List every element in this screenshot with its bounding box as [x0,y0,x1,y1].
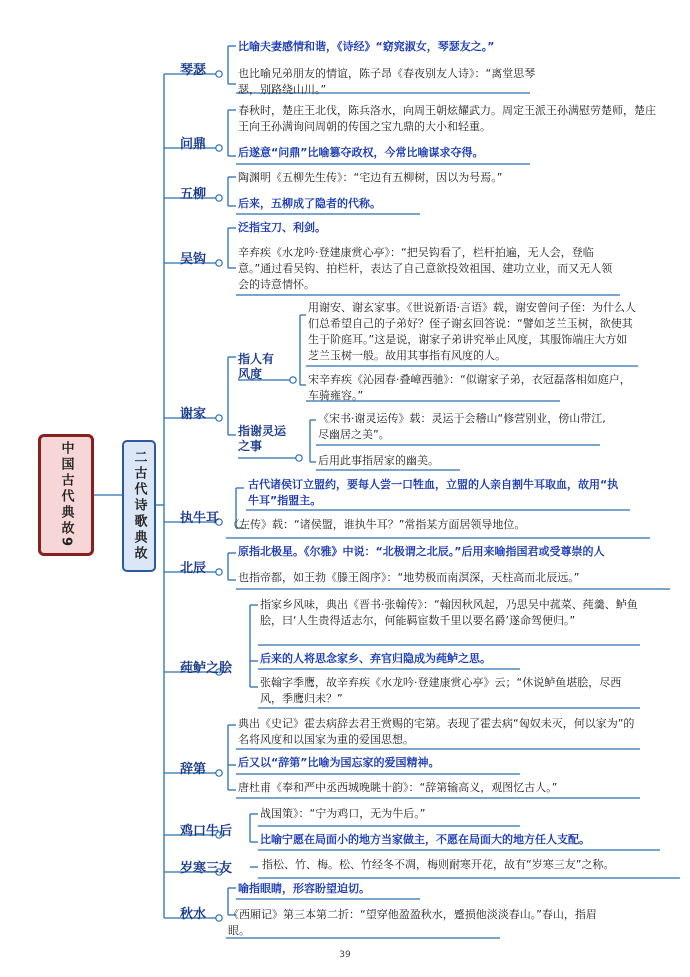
note-chunlu-2: 后来的人将思念家乡、弃官归隐成为莼鲈之思。 [260,652,491,665]
topic-cidi: 辞第 [180,762,207,777]
root-label: 中国古代典故9 [58,440,74,550]
topic-beichen: 北辰 [180,561,207,576]
note-cidi-3: 唐杜甫《奉和严中丞西城晚眺十韵》：“辞第输高义，观图忆古人。” [238,781,558,794]
topic-chunlu: 莼鲈之脍 [180,661,233,676]
note-chunlu-1: 指家乡风味，典出《晋书·张翰传》：“翰因秋风起，乃思吴中菰菜、莼羹、鲈鱼脍，曰‘人生贵得适志尔，何能羁宦数千里以要名爵’遂命驾便归。” [260,598,638,627]
note-wugou-1: 泛指宝刀、利剑。 [238,221,326,234]
note-zhiniuer-1: 古代诸侯订立盟约，要每人尝一口牲血，立盟的人亲自割牛耳取血，故用“执牛耳”指盟主。 [248,478,619,507]
note-suihan-1: 指松、竹、梅。松、竹经冬不凋，梅则耐寒开花，故有“岁寒三友”之称。 [262,858,615,871]
sub-xiejia-lingyun: 指谢灵运之事 [238,424,287,453]
note-wending-2: 后遂意“问鼎”比喻篡夺政权，今常比喻谋求夺得。 [238,146,484,159]
topic-dot-8 [216,770,222,776]
topic-xiejia: 谢家 [180,407,207,422]
note-jikou-1: 战国策》：“宁为鸡口，无为牛后。” [260,807,426,820]
note-cidi-2: 后又以“辞第”比喻为国忘家的爱国精神。 [238,756,440,769]
note-xiejia-lingyun-1: 《宋书·谢灵运传》载：灵运于会稽山“修营别业，傍山带江,尽幽居之美”。 [318,412,606,441]
topic-wugou: 吴钩 [180,252,207,267]
note-cidi-1: 典出《史记》霍去病辞去君王赏赐的宅第。表现了霍去病“匈奴未灭，何以家为”的名将风度和以国家为重的爱国思想。 [238,717,635,746]
topic-dot-4 [216,415,222,421]
root-node [38,434,94,556]
topic-qinse: 琴瑟 [180,63,207,78]
note-xiejia-lingyun-2: 后用此事指居家的幽美。 [318,454,439,467]
note-wuliu-1: 陶渊明《五柳先生传》：“宅边有五柳树，因以为号焉。” [238,171,503,184]
page-number: 39 [339,950,351,960]
note-wuliu-2: 后来，五柳成了隐者的代称。 [238,197,381,210]
note-xiejia-fengdu-2: 宋辛弃疾《沁园春·叠嶂西驰》：“似谢家子弟，衣冠磊落相如庭户，车骑雍容。” [308,373,631,402]
note-qiushui-1: 喻指眼睛，形容盼望迫切。 [238,882,370,895]
topic-dot-11 [216,915,222,921]
topic-qiushui: 秋水 [180,907,207,922]
note-wending-1: 春秋时，楚庄王北伐，陈兵洛水，向周王朝炫耀武力。周定王派王孙满慰劳楚师，楚庄王向王孙满询问周朝的传国之宝九鼎的大小和轻重。 [238,104,656,133]
topic-dot-2 [216,195,222,201]
sub-xiejia-fengdu: 指人有风度 [238,352,275,381]
note-qiushui-2: 《西厢记》第三本第二折：“望穿他盈盈秋水，蹙损他淡淡春山。”春山，指眉眼。 [228,908,597,937]
topic-dot-6 [216,569,222,575]
note-jikou-2: 比喻宁愿在局面小的地方当家做主，不愿在局面大的地方任人支配。 [260,833,590,846]
topic-wuliu: 五柳 [180,187,207,202]
topic-dot-1 [216,145,222,151]
note-chunlu-3: 张翰字季鹰，故辛弃疾《水龙吟·登建康赏心亭》云；“休说鲈鱼堪脍，尽西风，季鹰归未？” [260,676,622,705]
category-label: 二古代诗歌典故 [131,450,147,562]
note-zhiniuer-2: 《左传》载：“诸侯盟，谁执牛耳？”常指某方面居领导地位。 [228,518,526,531]
sub-dot-fengdu [290,377,296,383]
category-node [122,440,156,572]
note-beichen-1: 原指北极星。《尔雅》中说：“北极谓之北辰。”后用来喻指国君或受尊崇的人 [238,545,605,558]
note-qinse-1: 比喻夫妻感情和谐，《诗经》“窈窕淑女，琴瑟友之。” [238,40,495,53]
topic-dot-0 [216,71,222,77]
topic-jikou: 鸡口牛后 [180,824,233,839]
sub-dot-lingyun [296,455,302,461]
topic-zhiniuer: 执牛耳 [180,511,220,526]
note-beichen-2: 也指帝都，如王勃《滕王阁序》：“地势极而南溟深，天柱高而北辰远。” [238,571,580,584]
topic-dot-3 [216,260,222,266]
topic-suihan: 岁寒三友 [180,861,233,876]
note-wugou-2: 辛弃疾《水龙吟·登建康赏心亭》：“把吴钩看了，栏杆拍遍，无人会，登临意。”通过看吴钩、拍栏杆，表达了自己意欲投效祖国、建功立业，而又无人领会的诗意情怀。 [238,246,613,291]
note-qinse-2: 也比喻兄弟朋友的情谊，陈子昂《春夜别友人诗》：“离堂思琴瑟，别路绕山川。” [238,67,536,96]
topic-wending: 问鼎 [180,137,207,152]
note-xiejia-fengdu-1: 用谢安、谢玄家事。《世说新语·言语》载，谢安曾问子侄：为什么人们总希望自己的子弟好？侄子谢玄回答说：“譬如芝兰玉树，欲使其生于阶庭耳。”这是说，谢家子弟讲究举止风度，其服饰端庄大方如芝兰玉树一般。故用其事指有风度的人。 [308,301,636,362]
